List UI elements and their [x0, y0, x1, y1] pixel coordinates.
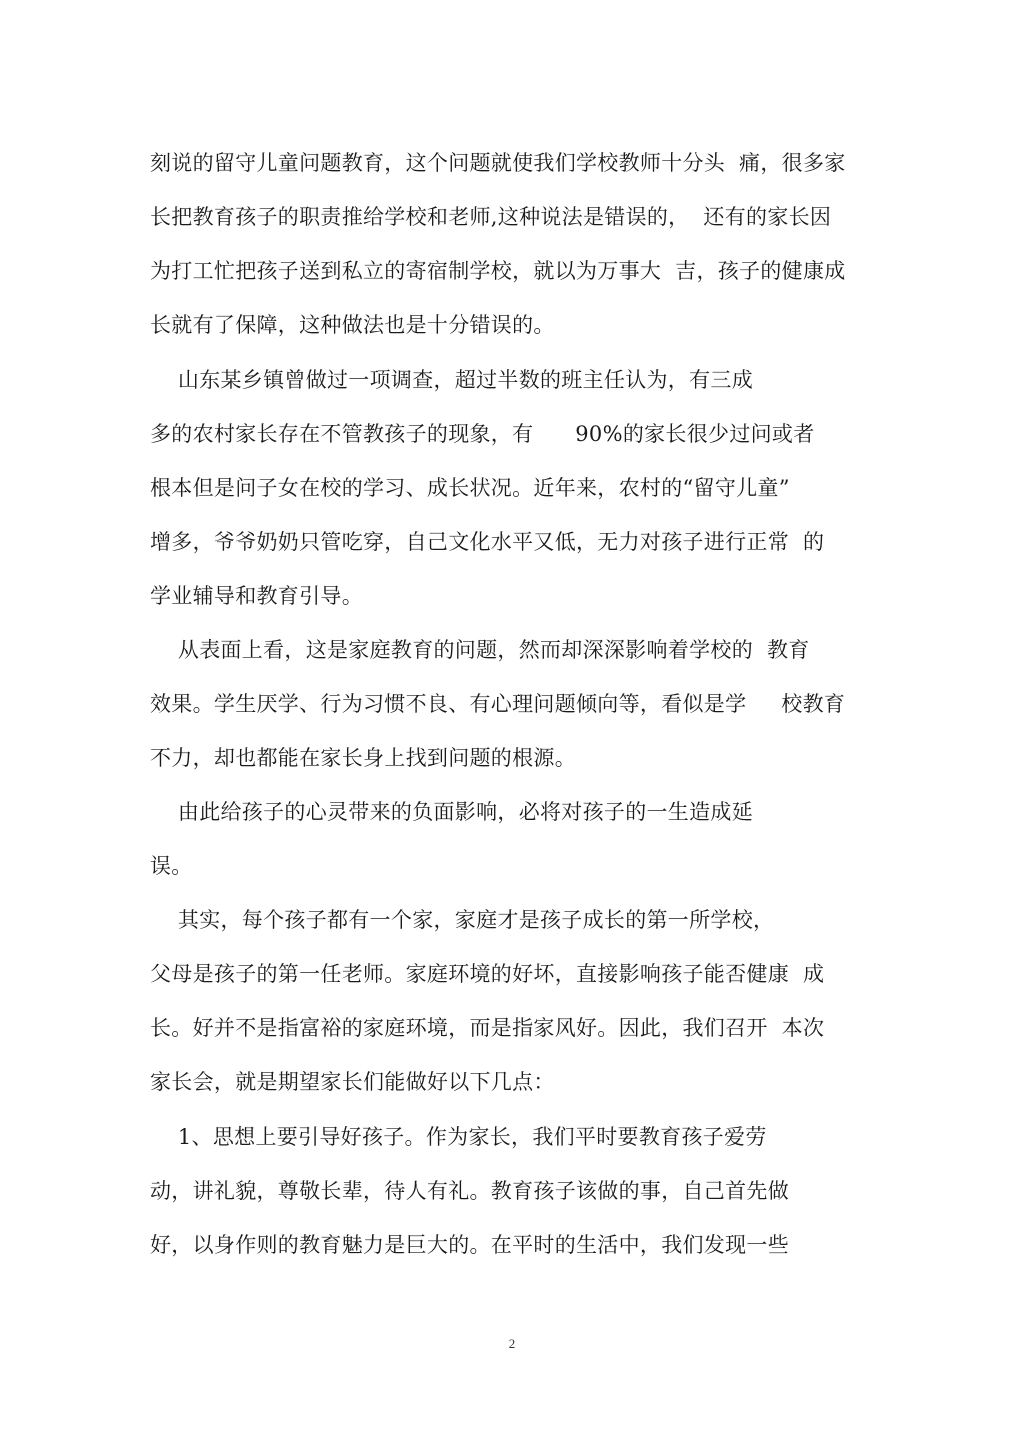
- text-line: 家长会，就是期望家长们能做好以下几点：: [150, 1070, 555, 1094]
- text-line: 增多，爷爷奶奶只管吃穿，自己文化水平又低，无力对孩子进行正常 的: [150, 530, 825, 554]
- text-line: 刻说的留守儿童问题教育，这个问题就使我们学校教师十分头 痛，很多家: [150, 151, 846, 175]
- text-line: 不力，却也都能在家长身上找到问题的根源。: [150, 746, 576, 770]
- text-line: 好，以身作则的教育魅力是巨大的。在平时的生活中，我们发现一些: [150, 1233, 789, 1257]
- paragraph-first-line: 山东某乡镇曾做过一项调查，超过半数的班主任认为，有三成: [150, 368, 753, 392]
- text-line: 长。好并不是指富裕的家庭环境，而是指家风好。因此，我们召开 本次: [150, 1016, 825, 1040]
- page-number: 2: [508, 1336, 516, 1351]
- text-line: 多的农村家长存在不管教孩子的现象，有 90%的家长很少过问或者: [150, 422, 815, 446]
- text-line: 效果。学生厌学、行为习惯不良、有心理问题倾向等，看似是学 校教育: [150, 692, 846, 716]
- paragraph-first-line: 1、思想上要引导好孩子。作为家长，我们平时要教育孩子爱劳: [150, 1125, 767, 1149]
- text-line: 为打工忙把孩子送到私立的寄宿制学校，就以为万事大 吉，孩子的健康成: [150, 259, 846, 283]
- text-line: 长就有了保障，这种做法也是十分错误的。: [150, 313, 555, 337]
- text-line: 误。: [150, 854, 193, 878]
- text-line: 父母是孩子的第一任老师。家庭环境的好坏，直接影响孩子能否健康 成: [150, 962, 825, 986]
- text-line: 长把教育孩子的职责推给学校和老师,这种说法是错误的， 还有的家长因: [150, 205, 832, 229]
- text-line: 动，讲礼貌，尊敬长辈，待人有礼。教育孩子该做的事，自己首先做: [150, 1179, 789, 1203]
- text-line: 学业辅导和教育引导。: [150, 584, 363, 608]
- paragraph-first-line: 其实，每个孩子都有一个家，家庭才是孩子成长的第一所学校，: [150, 908, 775, 932]
- paragraph-first-line: 由此给孩子的心灵带来的负面影响，必将对孩子的一生造成延: [150, 800, 753, 824]
- paragraph-first-line: 从表面上看，这是家庭教育的问题，然而却深深影响着学校的 教育: [150, 638, 810, 662]
- text-line: 根本但是问子女在校的学习、成长状况。近年来，农村的“留守儿童”: [150, 476, 790, 500]
